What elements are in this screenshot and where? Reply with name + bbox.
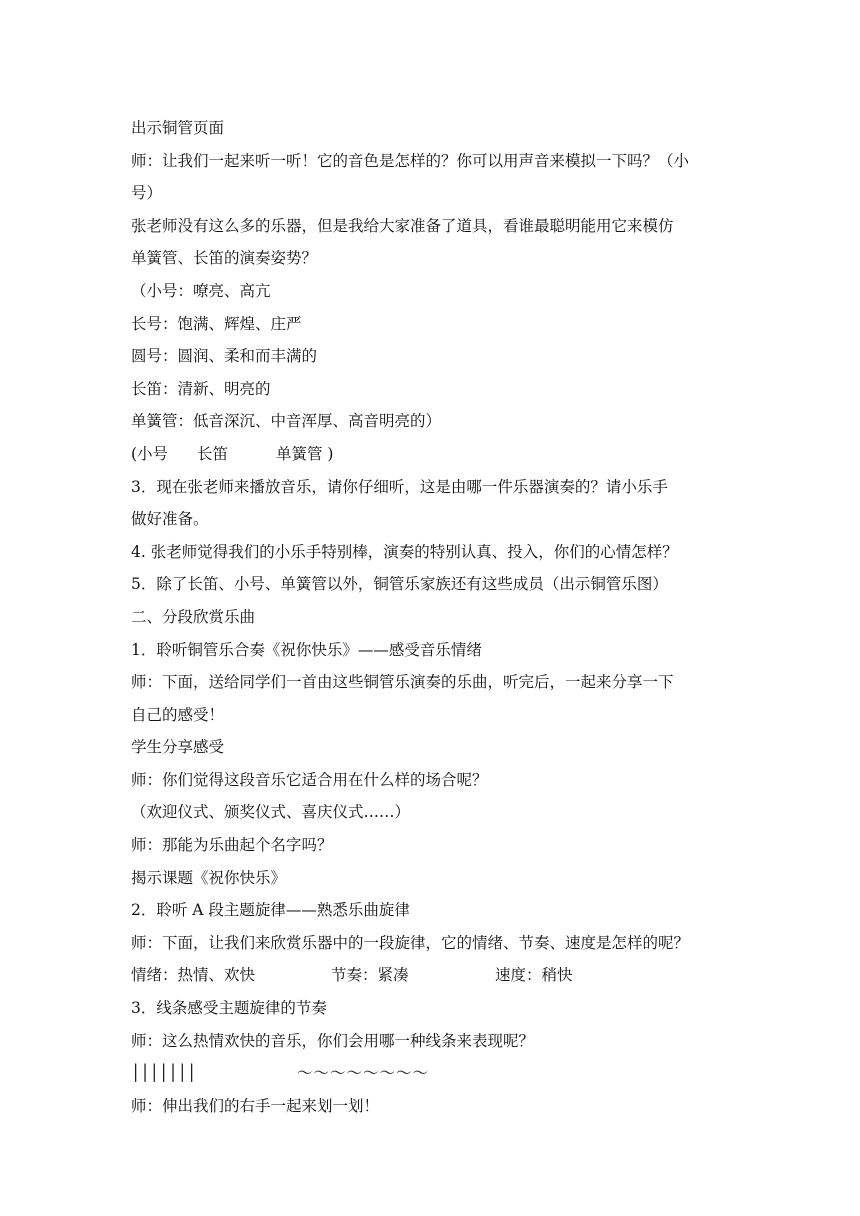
instrument-trumpet: (小号 <box>131 444 169 463</box>
line-symbols-row <box>131 1057 731 1090</box>
features-row <box>131 959 731 992</box>
text-line: 学生分享感受 <box>131 738 225 757</box>
text-line: 师：这么热情欢快的音乐，你们会用哪一种线条来表现呢？ <box>131 1031 535 1050</box>
text-line: 做好准备。 <box>131 510 209 529</box>
text-line: 张老师没有这么多的乐器，但是我给大家准备了道具，看谁最聪明能用它来模仿 <box>131 216 674 235</box>
feature-mood: 情绪：热情、欢快 <box>131 966 256 985</box>
feature-rhythm: 节奏：紧凑 <box>331 966 409 985</box>
text-line: （小号：嘹亮、高亢 <box>131 281 271 300</box>
text-line: 师：下面，让我们来欣赏乐器中的一段旋律，它的情绪、节奏、速度是怎样的呢？ <box>131 933 690 952</box>
text-line: （欢迎仪式、颁奖仪式、喜庆仪式……） <box>131 803 411 822</box>
text-line: 3．现在张老师来播放音乐，请你仔细听，这是由哪一件乐器演奏的？请小乐手 <box>131 477 668 496</box>
section-heading: 二、分段欣赏乐曲 <box>131 607 256 626</box>
text-line: 师：让我们一起来听一听！它的音色是怎样的？你可以用声音来模拟一下吗？（小 <box>131 151 690 170</box>
instrument-clarinet: 单簧管 ) <box>276 444 334 463</box>
text-line: 师：你们觉得这段音乐它适合用在什么样的场合呢？ <box>131 770 488 789</box>
text-line: 5．除了长笛、小号、单簧管以外，铜管乐家族还有这些成员（出示铜管乐图） <box>131 575 668 594</box>
text-line: 师：那能为乐曲起个名字吗？ <box>131 836 333 855</box>
vertical-lines-symbol: │││││││ <box>131 1064 197 1083</box>
body-text <box>131 112 731 1122</box>
instrument-flute: 长笛 <box>197 444 229 463</box>
feature-tempo: 速度：稍快 <box>495 966 573 985</box>
text-line: 长号：饱满、辉煌、庄严 <box>131 314 302 333</box>
text-line: 1．聆听铜管乐合奏《祝你快乐》——感受音乐情绪 <box>131 640 482 659</box>
text-line: 圆号：圆润、柔和而丰满的 <box>131 347 318 366</box>
text-line: 3．线条感受主题旋律的节奏 <box>131 999 327 1018</box>
text-line: 自己的感受！ <box>131 705 225 724</box>
text-line: 号） <box>131 184 163 203</box>
text-line: 4. 张老师觉得我们的小乐手特别棒，演奏的特别认真、投入，你们的心情怎样？ <box>131 542 678 561</box>
text-line: 揭示课题《祝你快乐》 <box>131 868 287 887</box>
text-line: 2．聆听 A 段主题旋律——熟悉乐曲旋律 <box>131 901 410 920</box>
text-line: 师：下面，送给同学们一首由这些铜管乐演奏的乐曲，听完后，一起来分享一下 <box>131 673 674 692</box>
text-line: 出示铜管页面 <box>131 119 225 137</box>
text-line: 单簧管、长笛的演奏姿势？ <box>131 249 318 268</box>
text-line: 单簧管：低音深沉、中音浑厚、高音明亮的） <box>131 412 442 431</box>
instrument-row <box>131 438 731 471</box>
text-line: 长笛：清新、明亮的 <box>131 379 271 398</box>
wave-lines-symbol: ～～～～～～～～ <box>297 1064 430 1083</box>
text-line: 师：伸出我们的右手一起来划一划！ <box>131 1096 380 1115</box>
